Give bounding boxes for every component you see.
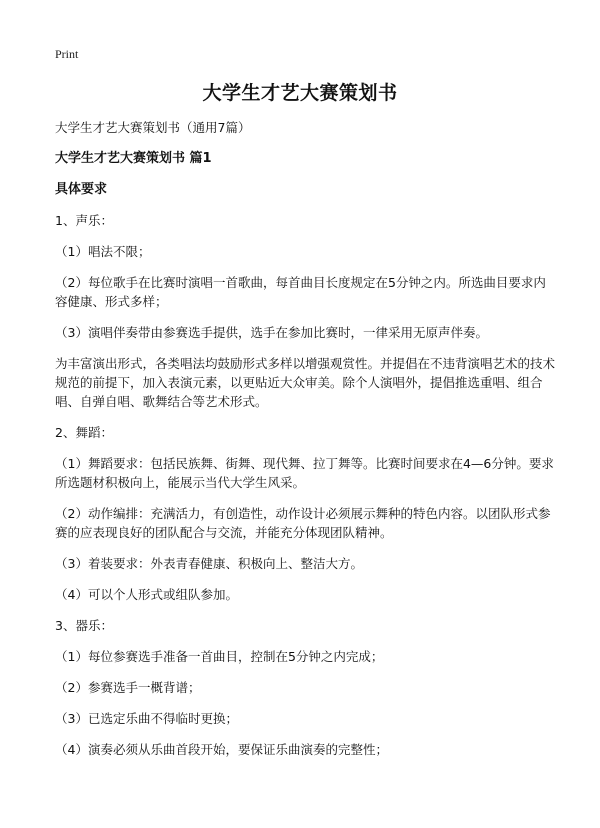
page-title: 大学生才艺大赛策划书 xyxy=(202,82,398,104)
paragraph: 为丰富演出形式，各类唱法均鼓励形式多样以增强观赏性。并提倡在不违背演唱艺术的技术规范的前提下，加入表演元素，以更贴近大众审美。除个人演唱外，提倡推选重唱、组合唱、自弹自唱、歌舞结合等艺术形式。 xyxy=(55,356,556,409)
paragraph: 3、器乐： xyxy=(55,618,113,633)
subtitle: 大学生才艺大赛策划书（通用7篇） xyxy=(55,120,251,135)
paragraph: （1）唱法不限； xyxy=(55,244,151,259)
paragraph: 1、声乐： xyxy=(55,213,113,228)
paragraph: （1）舞蹈要求：包括民族舞、街舞、现代舞、拉丁舞等。比赛时间要求在4—6分钟。要求所选题材积极向上，能展示当代大学生风采。 xyxy=(55,456,554,490)
print-link[interactable]: Print xyxy=(55,47,79,61)
paragraph: （3）着装要求：外表青春健康、积极向上、整洁大方。 xyxy=(55,556,363,571)
paragraph: （4）可以个人形式或组队参加。 xyxy=(55,587,238,602)
section-heading: 具体要求 xyxy=(55,182,108,197)
paragraph: （4）演奏必须从乐曲首段开始，要保证乐曲演奏的完整性； xyxy=(55,742,388,757)
paragraph: （3）演唱伴奏带由参赛选手提供，选手在参加比赛时，一律采用无原声伴奏。 xyxy=(55,325,488,340)
paragraph: （1）每位参赛选手准备一首曲目，控制在5分钟之内完成； xyxy=(55,649,384,664)
article-heading: 大学生才艺大赛策划书 篇1 xyxy=(55,151,212,166)
paragraph: （2）每位歌手在比赛时演唱一首歌曲，每首曲目长度规定在5分钟之内。所选曲目要求内容健康、形式多样； xyxy=(55,275,546,309)
document-body xyxy=(55,118,555,771)
paragraph: （2）动作编排：充满活力，有创造性，动作设计必须展示舞种的特色内容。以团队形式参赛的应表现良好的团队配合与交流，并能充分体现团队精神。 xyxy=(55,506,551,540)
paragraph: 2、舞蹈： xyxy=(55,425,113,440)
paragraph: （3）已选定乐曲不得临时更换； xyxy=(55,711,238,726)
paragraph: （2）参赛选手一概背谱； xyxy=(55,680,201,695)
